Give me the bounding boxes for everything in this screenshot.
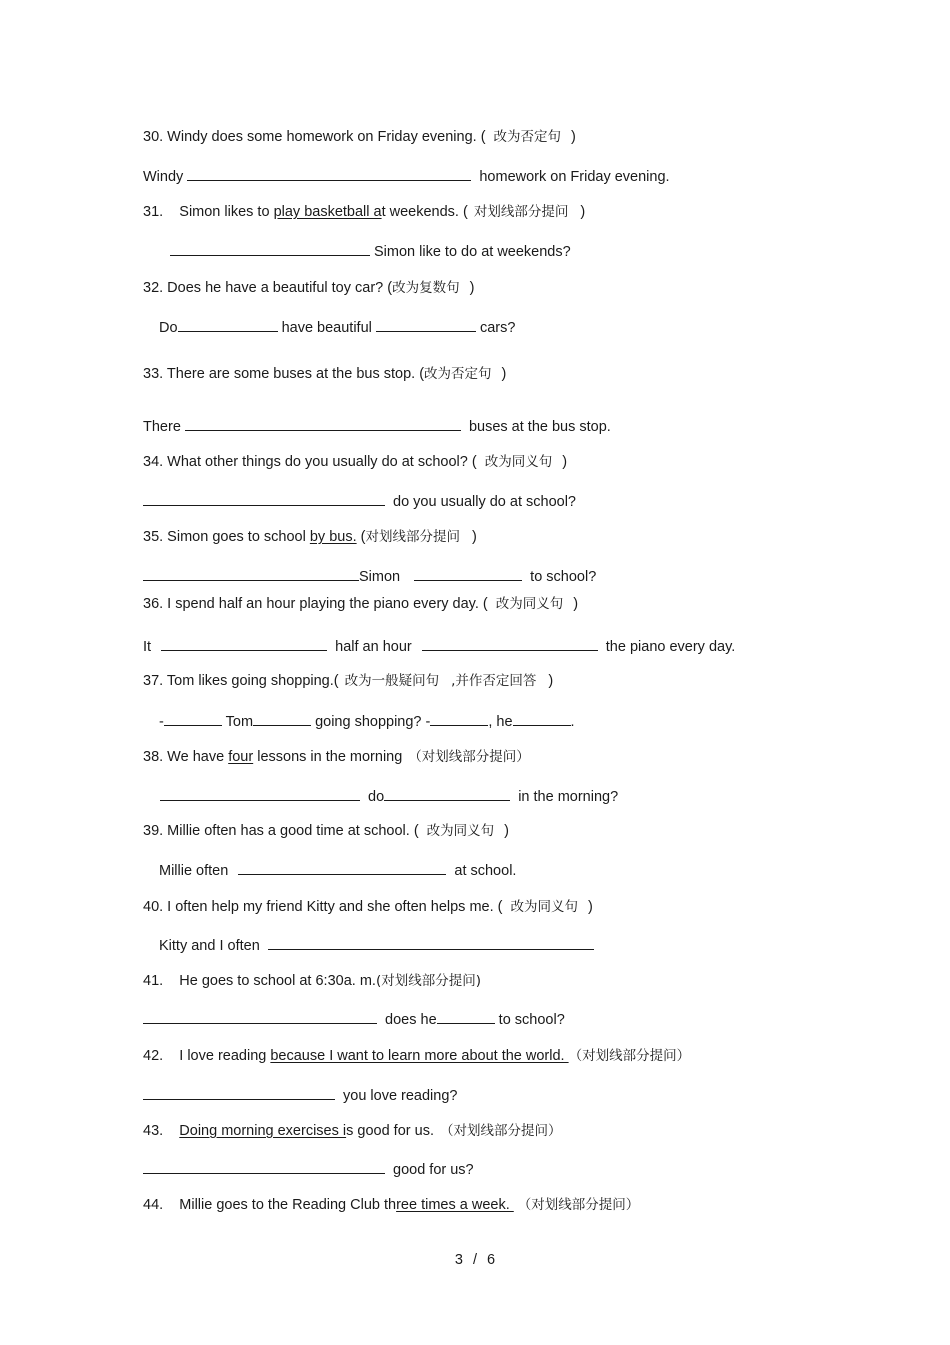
answer-39: Millie often at school. — [159, 860, 516, 880]
question-40: 40. I often help my friend Kitty and she often helps me. ( 改为同义句 ) — [143, 899, 593, 915]
instruction: 改为同义句 — [495, 596, 564, 612]
answer-40: Kitty and I often — [159, 935, 594, 955]
underlined-part: because I want to learn more about the world. — [270, 1048, 569, 1064]
answer-blank[interactable] — [143, 1009, 377, 1024]
question-31: 31. Simon likes to play basketball at weekends. ( 对划线部分提问 ) — [143, 204, 586, 220]
instruction: （对划线部分提问） — [408, 749, 530, 765]
answer-blank[interactable] — [170, 241, 370, 256]
answer-32: Do have beautiful cars? — [159, 317, 515, 337]
answer-blank[interactable] — [143, 566, 359, 581]
answer-41: does he to school? — [143, 1009, 565, 1029]
question-42: 42. I love reading because I want to learn more about the world. （对划线部分提问） — [143, 1048, 691, 1064]
answer-blank[interactable] — [185, 416, 461, 431]
answer-blank[interactable] — [238, 860, 446, 875]
answer-blank[interactable] — [143, 1159, 385, 1174]
instruction: 改为否定句 — [424, 366, 492, 382]
instruction: （对划线部分提问） — [439, 1123, 562, 1139]
question-34: 34. What other things do you usually do at school? ( 改为同义句 ) — [143, 454, 568, 470]
answer-38: do in the morning? — [160, 786, 618, 806]
answer-blank[interactable] — [178, 317, 278, 332]
instruction: 改为否定句 — [493, 129, 562, 145]
answer-42: you love reading? — [143, 1085, 457, 1105]
answer-43: good for us? — [143, 1159, 474, 1179]
question-35: 35. Simon goes to school by bus. (对划线部分提问 ) — [143, 529, 477, 545]
answer-34: do you usually do at school? — [143, 491, 576, 511]
instruction: （对划线部分提问） — [568, 1048, 691, 1064]
answer-blank[interactable] — [268, 935, 594, 950]
answer-blank[interactable] — [187, 166, 471, 181]
answer-blank[interactable] — [376, 317, 476, 332]
answer-36: It half an hour the piano every day. — [143, 636, 735, 656]
answer-blank[interactable] — [430, 711, 488, 726]
underlined-part: ree times a week. — [396, 1197, 514, 1213]
answer-blank[interactable] — [160, 786, 360, 801]
instruction: 对划线部分提问 — [473, 204, 569, 220]
underlined-part: play basketball a — [273, 204, 382, 220]
instruction: （对划线部分提问） — [517, 1197, 640, 1213]
question-38: 38. We have four lessons in the morning （对划线部分提问） — [143, 749, 530, 765]
instruction: 改为同义句 — [484, 454, 553, 470]
instruction: 改为一般疑问句 — [344, 673, 440, 689]
instruction: 对划线部分提问 — [365, 529, 460, 545]
answer-blank[interactable] — [384, 786, 510, 801]
instruction: 改为同义句 — [510, 899, 578, 915]
question-43: 43. Doing morning exercises is good for us. （对划线部分提问） — [143, 1123, 562, 1139]
question-41: 41. He goes to school at 6:30a. m.(对划线部分提问) — [143, 973, 481, 989]
question-44: 44. Millie goes to the Reading Club three times a week. （对划线部分提问） — [143, 1197, 640, 1213]
answer-blank[interactable] — [422, 636, 598, 651]
question-36: 36. I spend half an hour playing the piano every day. ( 改为同义句 ) — [143, 596, 579, 612]
answer-blank[interactable] — [161, 636, 327, 651]
answer-35: Simon to school? — [143, 566, 596, 586]
underlined-part: by bus. — [309, 529, 357, 545]
underlined-part: four — [228, 749, 254, 765]
instruction: (对划线部分提问) — [375, 973, 481, 989]
question-39: 39. Millie often has a good time at school. ( 改为同义句 ) — [143, 823, 509, 839]
answer-30: Windy homework on Friday evening. — [143, 166, 670, 186]
answer-blank[interactable] — [437, 1009, 495, 1024]
question-32: 32. Does he have a beautiful toy car? (改为复数句 ) — [143, 280, 475, 296]
page-number: 3 / 6 — [454, 1252, 496, 1268]
answer-blank[interactable] — [513, 711, 571, 726]
answer-blank[interactable] — [253, 711, 311, 726]
answer-blank[interactable] — [164, 711, 222, 726]
answer-33: There buses at the bus stop. — [143, 416, 611, 436]
question-30: 30. Windy does some homework on Friday evening. ( 改为否定句 ) — [143, 129, 576, 145]
instruction: 改为同义句 — [426, 823, 495, 839]
instruction: 改为复数句 — [392, 280, 460, 296]
underlined-part: Doing morning exercises i — [179, 1123, 347, 1139]
question-33: 33. There are some buses at the bus stop. (改为否定句 ) — [143, 366, 507, 382]
answer-31: Simon like to do at weekends? — [170, 241, 571, 261]
answer-blank[interactable] — [143, 491, 385, 506]
question-37: 37. Tom likes going shopping.( 改为一般疑问句 ,并作否定回答 ) — [143, 673, 554, 689]
answer-blank[interactable] — [143, 1085, 335, 1100]
answer-37: - Tom going shopping? - , he . — [159, 711, 575, 731]
answer-blank[interactable] — [414, 566, 522, 581]
